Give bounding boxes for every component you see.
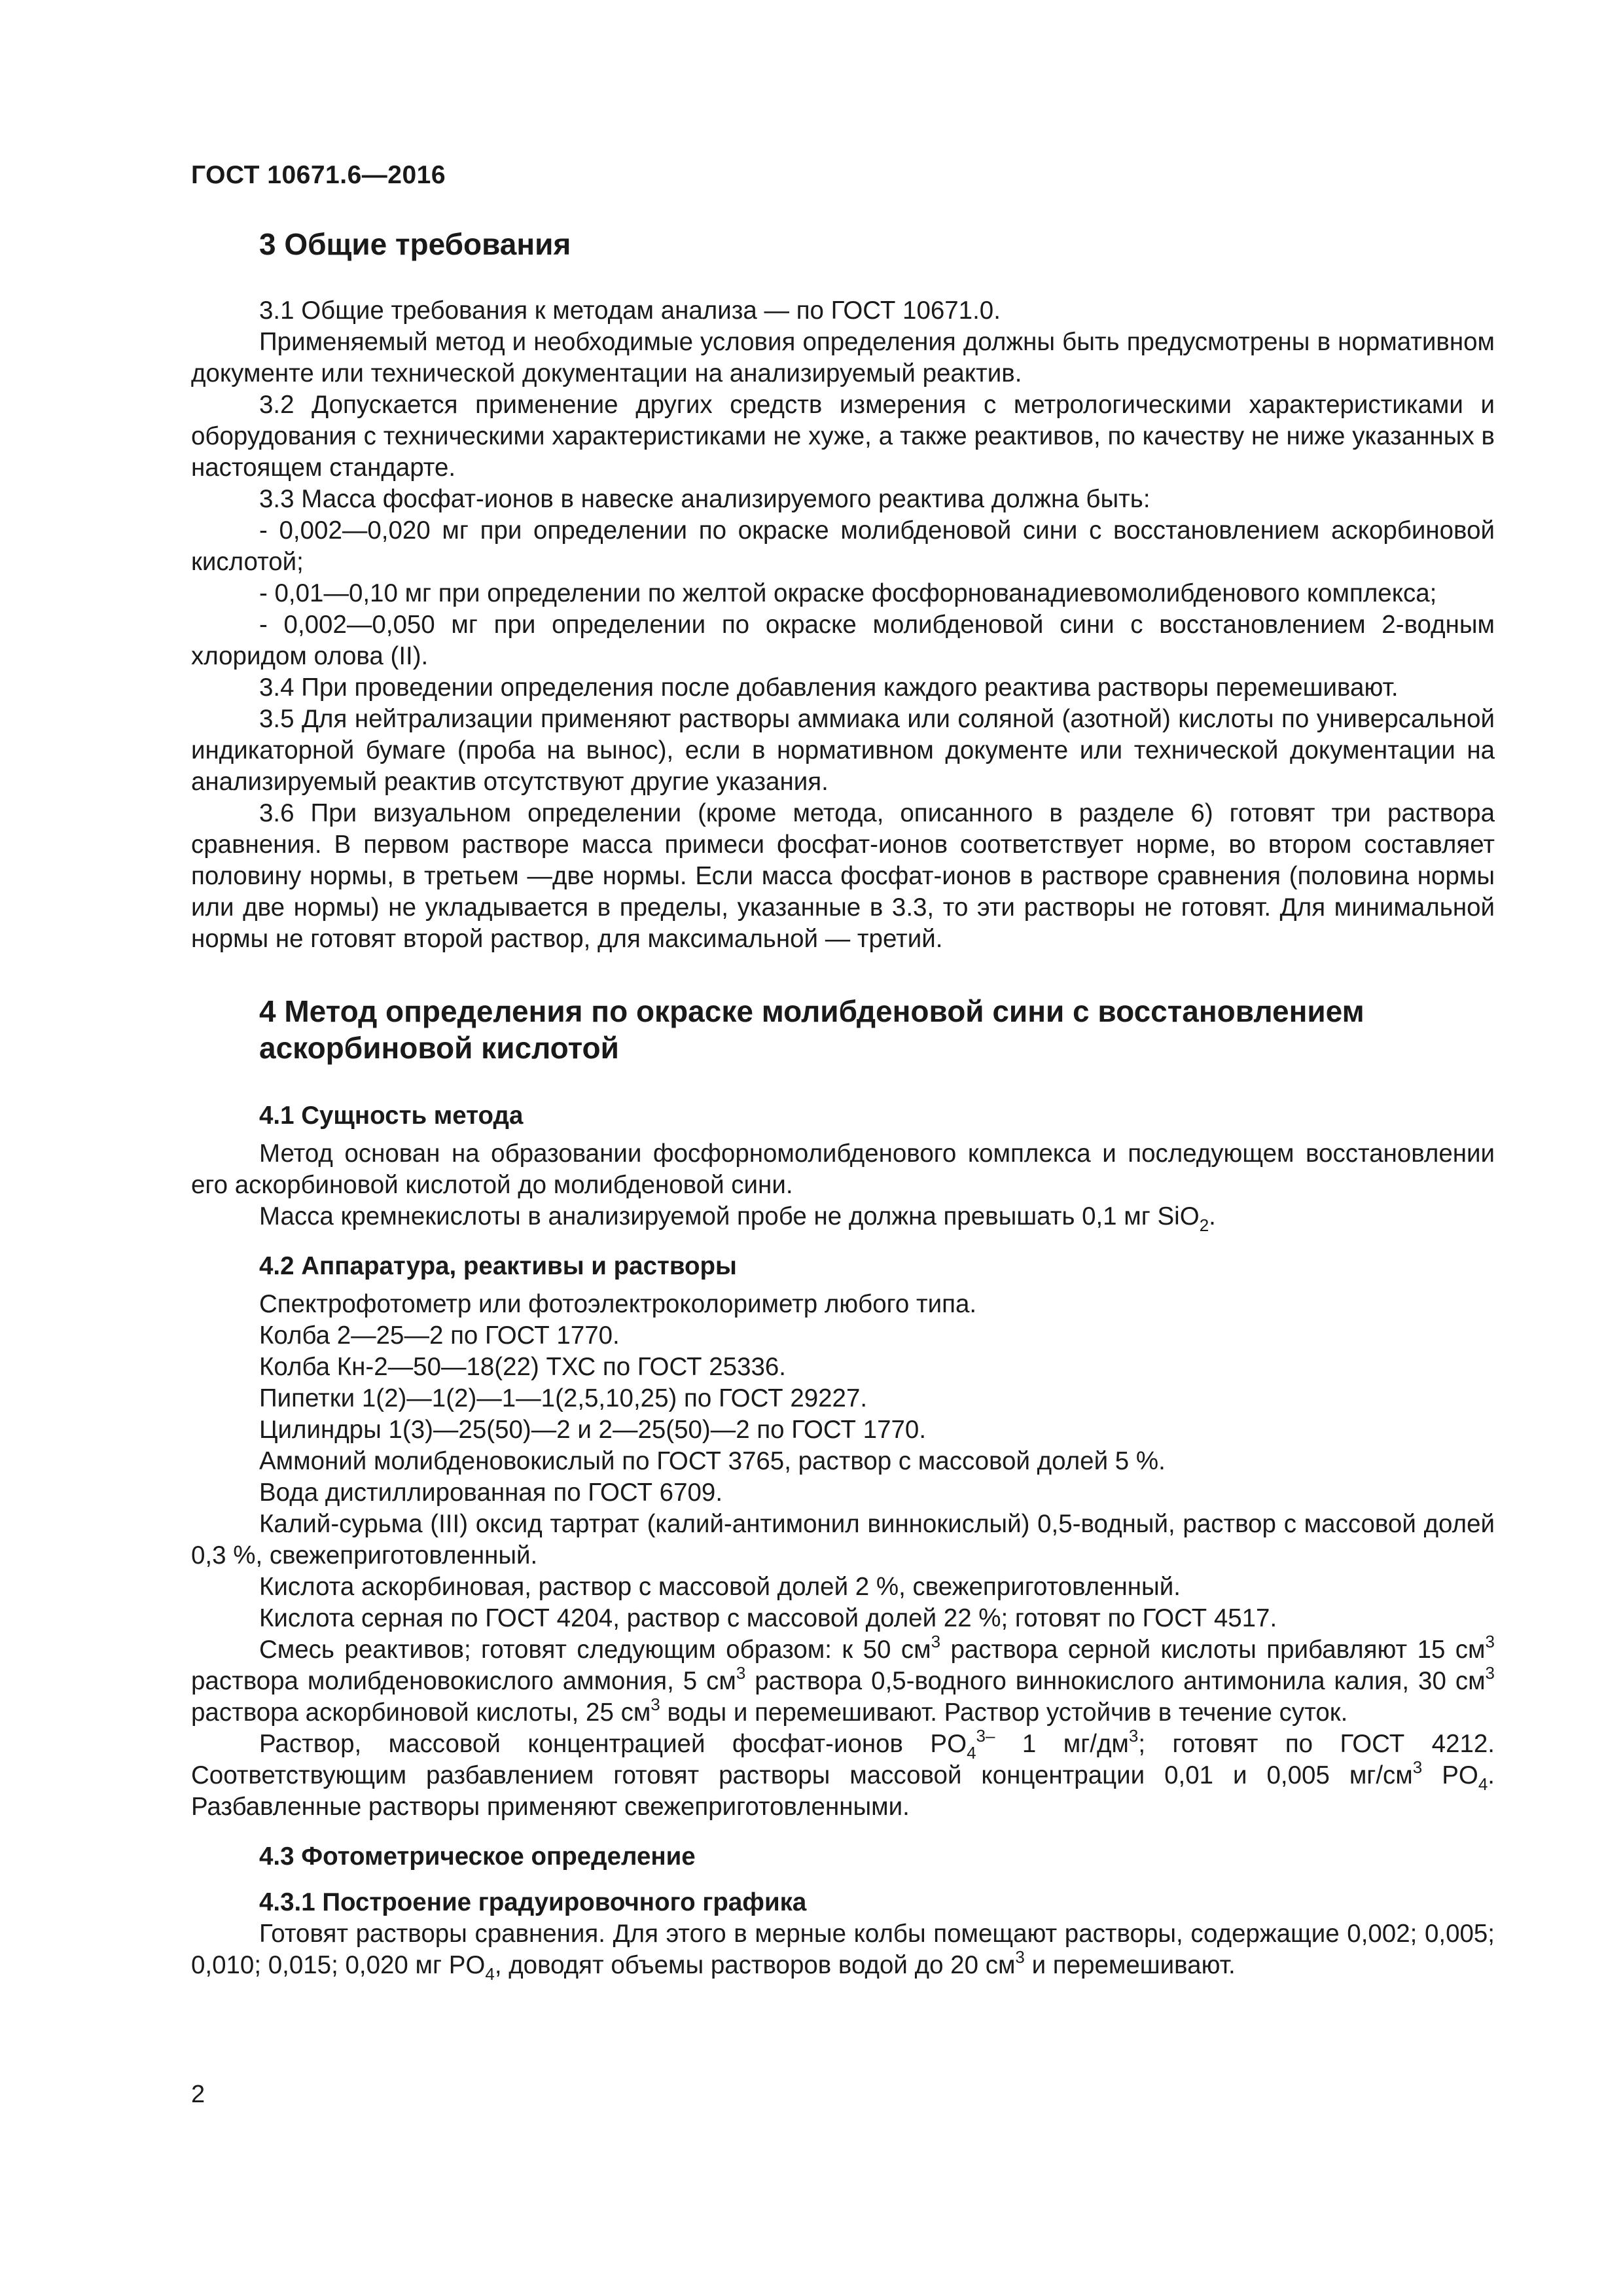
clause-3-4: 3.4 При проведении определения после добавления каждого реактива растворы перемешивают. — [259, 673, 1399, 702]
clause-3-3: 3.3 Масса фосфат-ионов в навеске анализируемого реактива должна быть: — [259, 485, 1150, 513]
cm3-superscript: 3 — [736, 1663, 746, 1683]
mix-text: раствора 0,5-водного виннокислого антимонила калия, 30 см — [745, 1667, 1486, 1695]
calibration-text: , доводят объемы растворов водой до 20 см — [494, 1951, 1016, 1979]
clause-3-6: 3.6 При визуальном определении (кроме метода, описанного в разделе 6) готовят три раствора сравнения. В первом растворе масса примеси фосфат-ионов соответствует норме, во втором составляет половину нормы, в третьем —две нормы. Если масса фосфат-ионов в растворе сравнения (половина нормы или две нормы) не укладывается в пределы, указанные в 3.3, то эти растворы не готовят. Для минимальной нормы не готовят второй раствор, для максимальной — третий. — [191, 799, 1495, 953]
silica-period: . — [1209, 1202, 1216, 1230]
section-4-heading: 4 Метод определения по окраске молибденовой сини с восстановлением аскорбиновой кислотой — [259, 994, 1364, 1065]
clause-3-3-list-item: - 0,01—0,10 мг при определении по желтой окраске фосфорнованадиевомолибденового комплекса; — [259, 579, 1437, 607]
cm3-superscript: 3 — [1485, 1663, 1495, 1683]
silica-subscript: 2 — [1199, 1215, 1209, 1235]
calibration-paragraph — [191, 1918, 1495, 1984]
calibration-text: Готовят растворы сравнения. Для этого в мерные колбы помещают растворы, содержащие 0,002; 0,005; 0,010; 0,015; 0,020 мг PO — [191, 1920, 1495, 1979]
equipment-item: Колба 2—25—2 по ГОСТ 1770. — [259, 1321, 620, 1350]
page-number: 2 — [191, 2081, 205, 2108]
mix-text: раствора серной кислоты прибавляют 15 см — [940, 1636, 1486, 1664]
equipment-item: Спектрофотометр или фотоэлектроколориметр любого типа. — [259, 1290, 977, 1318]
po4-subscript: 4 — [967, 1743, 976, 1763]
calibration-text: и перемешивают. — [1024, 1951, 1236, 1979]
solution-text: Раствор, массовой концентрацией фосфат-ионов PO — [259, 1730, 967, 1758]
reagent-item: Калий-сурьма (III) оксид тартрат (калий-антимонил виннокислый) 0,5-водный, раствор с массовой долей 0,3 %, свежеприготовленный. — [191, 1510, 1495, 1570]
reagent-item: Аммоний молибденовокислый по ГОСТ 3765, раствор с массовой долей 5 %. — [259, 1447, 1166, 1475]
reagent-item: Кислота аскорбиновая, раствор с массовой долей 2 %, свежеприготовленный. — [259, 1573, 1181, 1601]
section-3-heading: 3 Общие требования — [259, 227, 571, 261]
equipment-item: Пипетки 1(2)—1(2)—1—1(2,5,10,25) по ГОСТ 29227. — [259, 1384, 868, 1412]
reagent-mixture-paragraph — [191, 1634, 1495, 1729]
reagent-item: Кислота серная по ГОСТ 4204, раствор с массовой долей 22 %; готовят по ГОСТ 4517. — [259, 1604, 1277, 1632]
reagent-item: Вода дистиллированная по ГОСТ 6709. — [259, 1479, 723, 1507]
charge-superscript: 3– — [976, 1726, 995, 1746]
solution-text: 1 мг/дм — [995, 1730, 1129, 1758]
clause-4-1-text: Метод основан на образовании фосфорномолибденового комплекса и последующем восстановлении его аскорбиновой кислотой до молибденовой сини. — [191, 1139, 1495, 1199]
clause-3-5: 3.5 Для нейтрализации применяют растворы аммиака или соляной (азотной) кислоты по универсальной индикаторной бумаге (проба на вынос), если в нормативном документе или технической документации на анализируемый реактив отсутствуют другие указания. — [191, 705, 1495, 796]
document-code-header: ГОСТ 10671.6—2016 — [191, 161, 446, 189]
clause-3-3-list-item: - 0,002—0,020 мг при определении по окраске молибденовой сини с восстановлением аскорбиновой кислотой; — [191, 516, 1495, 576]
cm3-superscript: 3 — [931, 1632, 941, 1651]
clause-4-1-silica-limit — [191, 1201, 1495, 1235]
solution-text: ; готовят по ГОСТ 4212. Соответствующим разбавлением готовят растворы массовой концентрации 0,01 и 0,005 мг/см — [191, 1730, 1495, 1789]
mix-text: раствора аскорбиновой кислоты, 25 см — [191, 1698, 651, 1727]
cm3-superscript: 3 — [1015, 1947, 1025, 1967]
mix-text: воды и перемешивают. Раствор устойчив в течение суток. — [660, 1698, 1348, 1727]
po4-subscript: 4 — [1478, 1774, 1488, 1794]
subsection-4-2-heading: 4.2 Аппаратура, реактивы и растворы — [259, 1252, 737, 1280]
equipment-item: Колба Кн-2—50—18(22) ТХС по ГОСТ 25336. — [259, 1353, 786, 1381]
subsection-4-1-heading: 4.1 Сущность метода — [259, 1102, 524, 1130]
dm3-superscript: 3 — [1128, 1726, 1139, 1746]
clause-3-1-continued: Применяемый метод и необходимые условия определения должны быть предусмотрены в нормативном документе или технической документации на анализируемый реактив. — [191, 328, 1495, 387]
cm3-superscript: 3 — [1485, 1632, 1495, 1651]
equipment-item: Цилиндры 1(3)—25(50)—2 и 2—25(50)—2 по ГОСТ 1770. — [259, 1416, 927, 1444]
solution-text: PO — [1422, 1761, 1478, 1789]
cm3-superscript: 3 — [1412, 1757, 1423, 1777]
subsection-4-3-1-heading: 4.3.1 Построение градуировочного графика — [259, 1888, 807, 1916]
clause-3-1: 3.1 Общие требования к методам анализа — по ГОСТ 10671.0. — [259, 296, 1001, 325]
solution-text: . Разбавленные растворы применяют свежеприготовленными. — [191, 1761, 1495, 1821]
clause-3-3-list-item: - 0,002—0,050 мг при определении по окраске молибденовой сини с восстановлением 2-водным хлоридом олова (II). — [191, 611, 1495, 670]
cm3-superscript: 3 — [651, 1695, 660, 1714]
phosphate-solution-paragraph — [191, 1726, 1495, 1823]
mix-text: раствора молибденовокислого аммония, 5 см — [191, 1667, 736, 1695]
clause-3-2: 3.2 Допускается применение других средств измерения с метрологическими характеристиками и оборудования с техническими характеристиками не хуже, а также реактивов, по качеству не ниже указанных в настоящем стандарте. — [191, 391, 1495, 482]
mix-text: Смесь реактивов; готовят следующим образом: к 50 см — [259, 1636, 931, 1664]
subsection-4-3-heading: 4.3 Фотометрическое определение — [259, 1842, 696, 1871]
silica-text: Масса кремнекислоты в анализируемой пробе не должна превышать 0,1 мг SiO — [259, 1202, 1200, 1230]
po4-subscript: 4 — [485, 1964, 495, 1984]
page-content — [191, 226, 1495, 1984]
